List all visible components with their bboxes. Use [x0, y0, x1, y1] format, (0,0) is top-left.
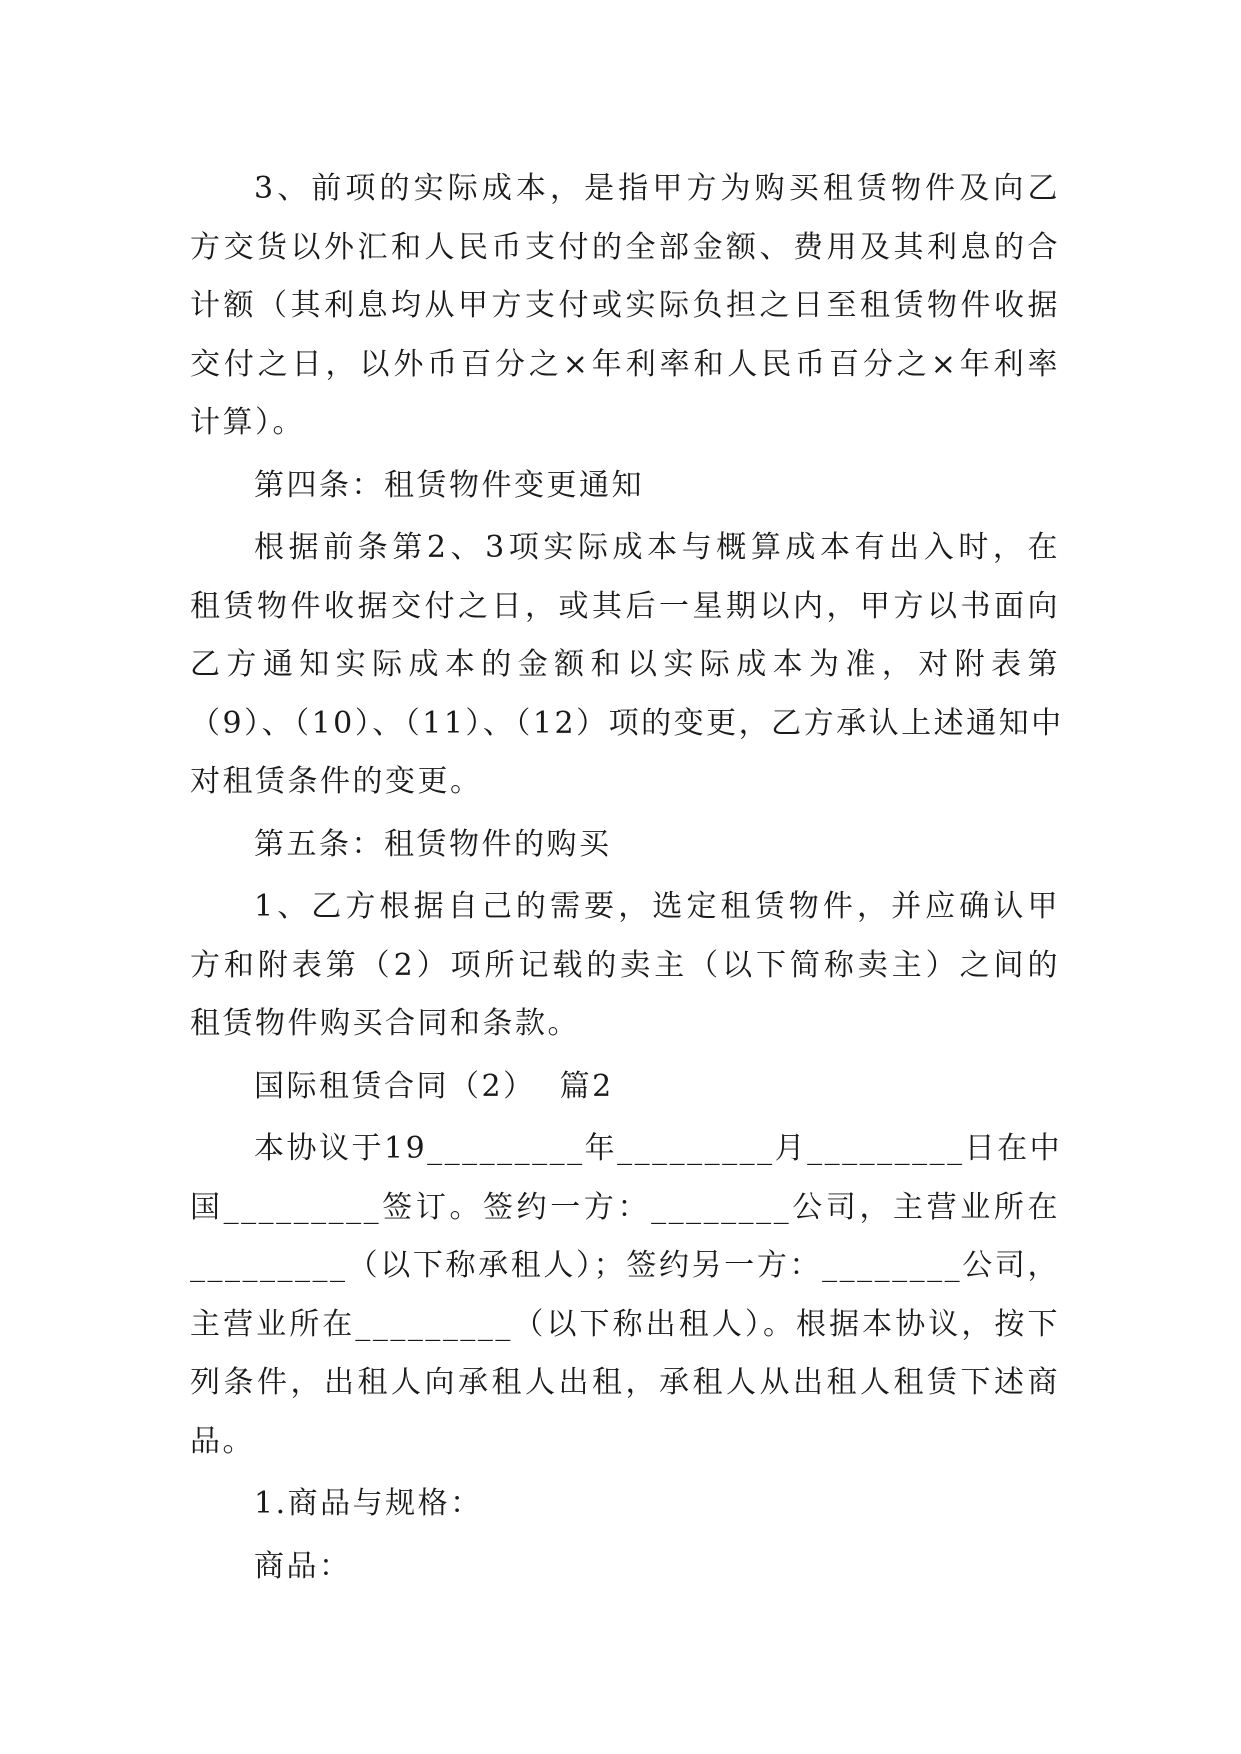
document-line: 商品：: [254, 1548, 352, 1584]
document-line: 方交货以外汇和人民币支付的全部金额、费用及其利息的合: [190, 229, 1060, 265]
document-line: 计额（其利息均从甲方支付或实际负担之日至租赁物件收据: [190, 288, 1060, 323]
document-line: 3、前项的实际成本，是指甲方为购买租赁物件及向乙: [254, 171, 1060, 206]
document-line: 乙方通知实际成本的金额和以实际成本为准，对附表第: [190, 647, 1060, 682]
document-body: [190, 160, 1064, 1600]
document-line: 国_________签订。签约一方：________公司，主营业所在: [190, 1189, 1060, 1225]
document-line: 租赁物件购买合同和条款。: [190, 1006, 580, 1041]
document-line: 计算）。: [190, 405, 305, 440]
document-line: 第四条：租赁物件变更通知: [254, 467, 644, 503]
document-line: 1.商品与规格：: [254, 1486, 483, 1521]
document-line: （9）、（10）、（11）、（12）项的变更，乙方承认上述通知中: [190, 705, 1064, 741]
document-line: 主营业所在_________（以下称出租人）。根据本协议，按下: [190, 1306, 1060, 1342]
document-line: 第五条：租赁物件的购买: [254, 826, 612, 862]
document-line: 对租赁条件的变更。: [190, 764, 483, 799]
document-line: 国际租赁合同（2） 篇2: [254, 1068, 614, 1104]
document-line: 根据前条第2、3项实际成本与概算成本有出入时，在: [254, 530, 1060, 565]
document-line: _________（以下称承租人）；签约另一方：________公司，: [190, 1248, 1060, 1283]
document-line: 本协议于19_________年_________月_________日在中: [254, 1131, 1063, 1166]
paragraph-gap: [190, 1596, 1060, 1600]
document-line: 列条件，出租人向承租人出租，承租人从出租人租赁下述商: [190, 1365, 1060, 1400]
document-line: 品。: [190, 1423, 255, 1459]
document-line: 1、乙方根据自己的需要，选定租赁物件，并应确认甲: [254, 889, 1060, 924]
document-line: 交付之日，以外币百分之×年利率和人民币百分之×年利率: [190, 346, 1060, 382]
document-line: 租赁物件收据交付之日，或其后一星期以内，甲方以书面向: [190, 588, 1060, 624]
document-line: 方和附表第（2）项所记载的卖主（以下简称卖主）之间的: [190, 947, 1060, 983]
